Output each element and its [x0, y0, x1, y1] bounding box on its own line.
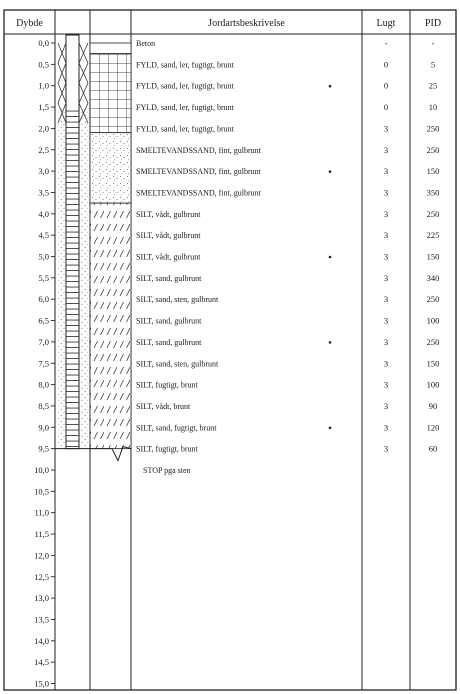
depth-label: 3,0 — [38, 166, 49, 177]
depth-label: 0,5 — [38, 59, 49, 70]
header-pid: PID — [424, 18, 442, 29]
header-depth: Dybde — [16, 18, 43, 29]
depth-label: 7,0 — [38, 336, 49, 347]
row-smell: 3 — [383, 208, 389, 219]
row-smell: 0 — [383, 59, 389, 70]
depth-label: 13,0 — [34, 593, 49, 604]
row-description: SILT, sand, gulbrunt — [136, 273, 202, 283]
row-description: SILT, sand, gulbrunt — [136, 337, 202, 347]
row-pid: 150 — [426, 358, 440, 369]
row-description: SILT, fugtigt, brunt — [136, 380, 198, 390]
description-rows — [136, 38, 439, 475]
row-pid: 250 — [426, 144, 440, 155]
row-smell: 3 — [383, 379, 389, 390]
row-pid: 250 — [426, 208, 440, 219]
sample-marker — [329, 427, 332, 430]
row-pid: 10 — [428, 102, 438, 113]
depth-label: 0,0 — [38, 38, 49, 48]
row-smell: 3 — [383, 358, 389, 369]
depth-label: 1,5 — [38, 102, 49, 113]
row-description: SILT, vådt, gulbrunt — [136, 209, 201, 219]
stop-note: STOP pga sten — [143, 466, 191, 475]
lithology-column — [90, 43, 131, 461]
row-description: SILT, vådt, gulbrunt — [136, 231, 201, 241]
depth-label: 5,5 — [38, 272, 49, 283]
depth-label: 2,0 — [38, 123, 49, 134]
depth-label: 11,0 — [34, 507, 49, 518]
row-description: SILT, fugtigt, brunt — [136, 444, 198, 454]
row-description: SILT, sand, sten, gulbrunt — [136, 295, 219, 305]
row-pid: 150 — [426, 166, 440, 177]
depth-label: 4,5 — [38, 230, 49, 241]
depth-label: 3,5 — [38, 187, 49, 198]
row-pid: 250 — [426, 294, 440, 305]
depth-label: 11,5 — [34, 529, 49, 540]
row-smell: 3 — [383, 230, 389, 241]
row-smell: 0 — [383, 80, 389, 91]
depth-label: 14,0 — [34, 635, 49, 646]
header-row — [16, 18, 441, 29]
row-pid: 25 — [428, 80, 438, 91]
depth-label: 7,5 — [38, 358, 49, 369]
depth-label: 15,0 — [34, 678, 49, 689]
well-pipe — [66, 35, 79, 449]
layer-beton — [90, 43, 131, 54]
row-description: SMELTEVANDSSAND, fint, gulbrunt — [136, 188, 261, 198]
row-description: SMELTEVANDSSAND, fint, gulbrunt — [136, 145, 261, 155]
row-description: FYLD, sand, ler, fugtigt, brunt — [136, 124, 234, 134]
depth-label: 14,5 — [34, 657, 49, 668]
row-smell: 3 — [383, 272, 389, 283]
row-smell: 0 — [383, 102, 389, 113]
depth-label: 12,0 — [34, 550, 49, 561]
depth-label: 1,0 — [38, 80, 49, 91]
row-smell: 3 — [383, 294, 389, 305]
row-pid: 120 — [426, 422, 440, 433]
depth-label: 9,0 — [38, 422, 49, 433]
sample-marker — [329, 85, 332, 88]
row-description: SILT, vådt, gulbrunt — [136, 252, 201, 262]
row-pid: 90 — [428, 400, 438, 411]
row-smell: 3 — [383, 166, 389, 177]
row-smell: 3 — [383, 400, 389, 411]
depth-label: 4,0 — [38, 208, 49, 219]
row-smell: 3 — [383, 123, 389, 134]
depth-label: 10,5 — [34, 486, 49, 497]
row-description: FYLD, sand, ler, fugtigt, brunt — [136, 103, 234, 113]
row-smell: - — [384, 38, 388, 48]
row-smell: 3 — [383, 251, 389, 262]
row-smell: 3 — [383, 144, 389, 155]
row-pid: 100 — [426, 315, 440, 326]
row-description: SILT, sand, gulbrunt — [136, 316, 202, 326]
row-pid: 150 — [426, 251, 440, 262]
sample-marker — [329, 256, 332, 259]
row-pid: 250 — [426, 336, 440, 347]
depth-label: 6,5 — [38, 315, 49, 326]
row-pid: 250 — [426, 123, 440, 134]
row-smell: 3 — [383, 315, 389, 326]
row-description: SMELTEVANDSSAND, fint, gulbrunt — [136, 167, 261, 177]
row-pid: 60 — [428, 443, 438, 454]
depth-label: 10,0 — [34, 465, 49, 475]
row-description: SILT, sand, fugtigt, brunt — [136, 423, 217, 433]
row-smell: 3 — [383, 443, 389, 454]
depth-label: 9,5 — [38, 443, 49, 454]
depth-label: 8,5 — [38, 400, 49, 411]
row-description: FYLD, sand, ler, fugtigt, brunt — [136, 60, 234, 70]
depth-axis — [34, 38, 55, 689]
sample-marker — [329, 341, 332, 344]
row-pid: 350 — [426, 187, 440, 198]
layer-silt — [90, 203, 131, 449]
header-smell: Lugt — [376, 18, 396, 29]
depth-label: 12,5 — [34, 571, 49, 582]
layer-smeltevandssand — [90, 133, 131, 203]
row-smell: 3 — [383, 336, 389, 347]
row-pid: 225 — [426, 230, 440, 241]
layer-fyld — [90, 54, 131, 133]
row-description: Beton — [136, 39, 156, 48]
row-smell: 3 — [383, 422, 389, 433]
depth-label: 2,5 — [38, 144, 49, 155]
header-description: Jordartsbeskrivelse — [208, 18, 285, 29]
row-pid: 100 — [426, 379, 440, 390]
depth-label: 5,0 — [38, 251, 49, 262]
sample-marker — [329, 170, 332, 173]
well-diagram — [55, 35, 90, 449]
depth-label: 8,0 — [38, 379, 49, 390]
row-description: SILT, vådt, brunt — [136, 401, 191, 411]
row-description: SILT, sand, sten, gulbrunt — [136, 359, 219, 369]
row-smell: 3 — [383, 187, 389, 198]
row-description: FYLD, sand, ler, fugtigt, brunt — [136, 81, 234, 91]
row-pid: 5 — [430, 59, 436, 70]
depth-label: 6,0 — [38, 294, 49, 305]
depth-label: 13,5 — [34, 614, 49, 625]
row-pid: - — [431, 38, 435, 48]
row-pid: 340 — [426, 272, 440, 283]
